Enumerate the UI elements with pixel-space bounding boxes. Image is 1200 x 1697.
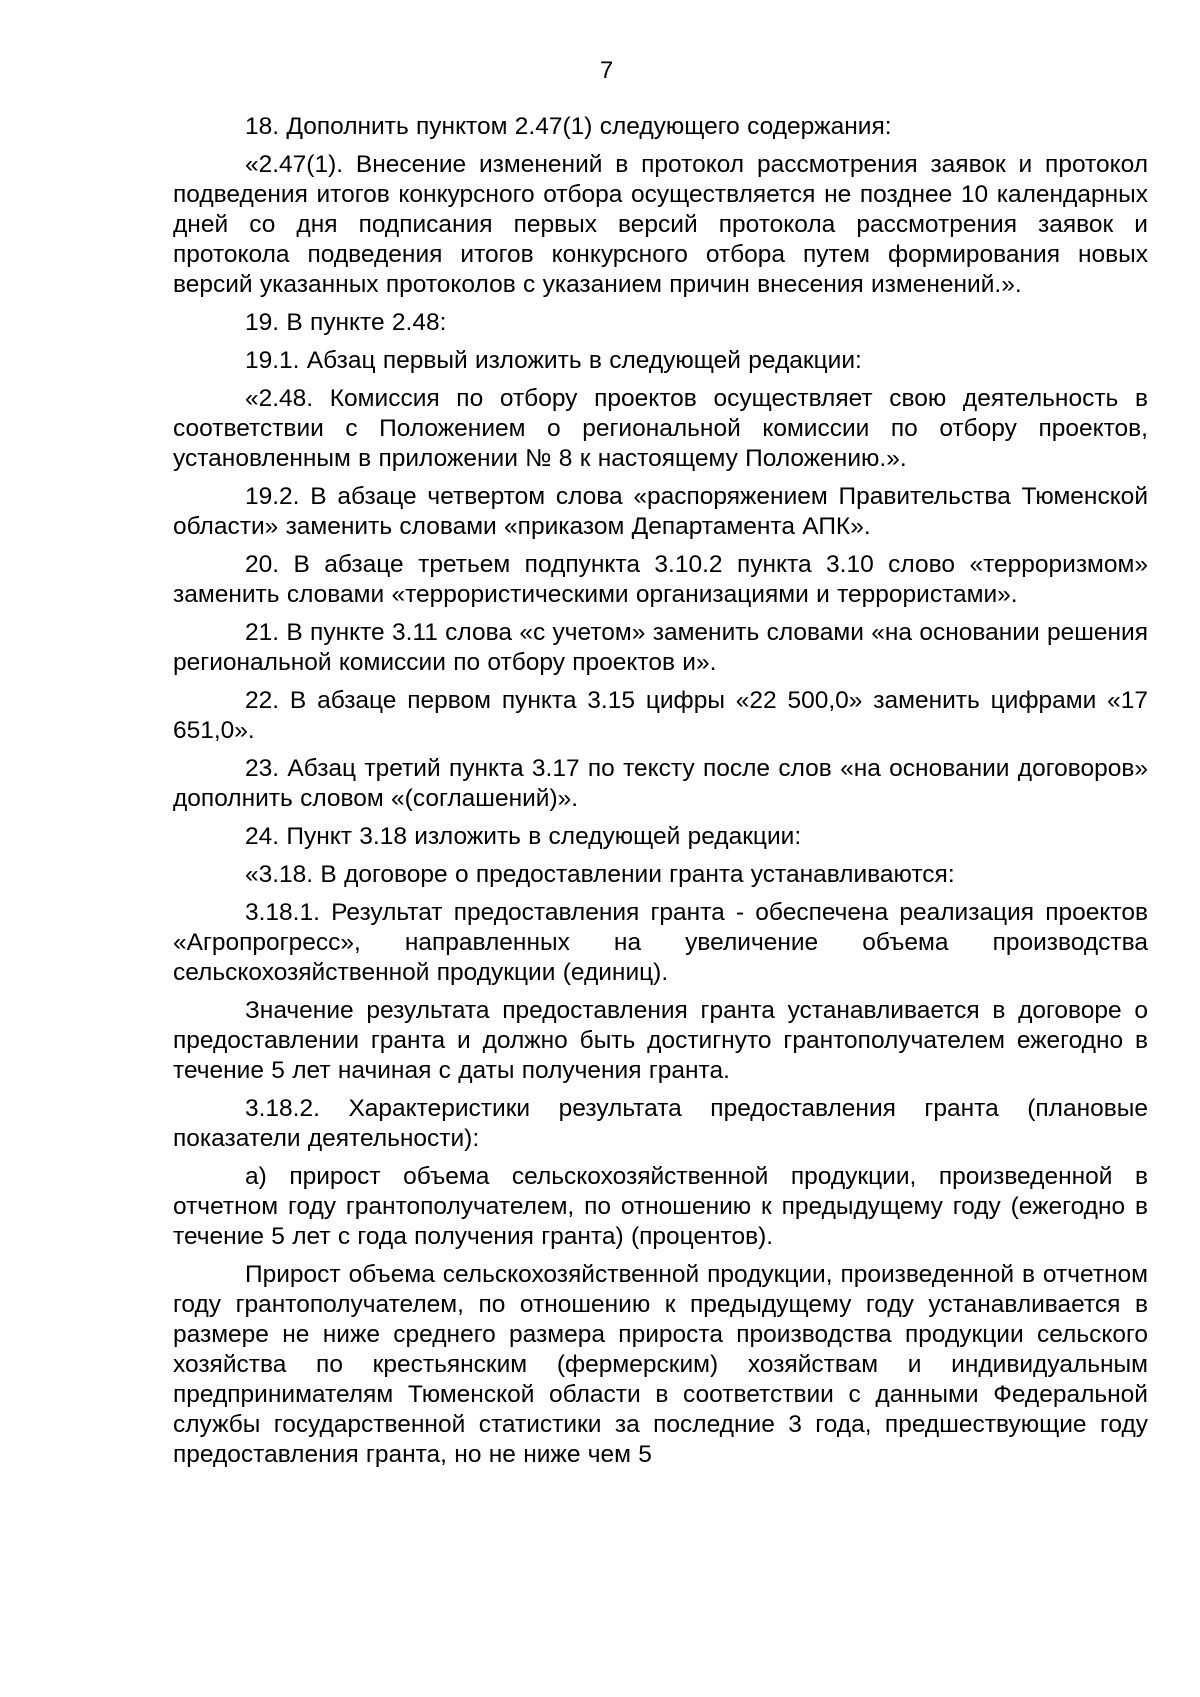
page-number: 7 bbox=[599, 57, 614, 84]
paragraph-item-22: 22. В абзаце первом пункта 3.15 цифры «22 500,0» заменить цифрами «17 651,0». bbox=[173, 687, 1148, 744]
paragraph-item-24: 24. Пункт 3.18 изложить в следующей редакции: bbox=[245, 823, 802, 850]
paragraph-item-19-2: 19.2. В абзаце четвертом слова «распоряжением Правительства Тюменской области» заменить словами «приказом Департамента АПК». bbox=[173, 483, 1148, 540]
paragraph-result-value: Значение результата предоставления гранта устанавливается в договоре о предоставлении гранта и должно быть достигнуто грантополучателем ежегодно в течение 5 лет начиная с даты получения гранта. bbox=[173, 997, 1148, 1084]
paragraph-subitem-a: а) прирост объема сельскохозяйственной продукции, произведенной в отчетном году грантополучателем, по отношению к предыдущему году (ежегодно в течение 5 лет с года получения гранта) (процентов). bbox=[173, 1163, 1148, 1250]
document-body bbox=[173, 112, 1148, 1478]
paragraph-quoted-2-48: «2.48. Комиссия по отбору проектов осуществляет свою деятельность в соответствии с Положением о региональной комиссии по отбору проектов, установленным в приложении № 8 к настоящему Положению.». bbox=[173, 385, 1148, 472]
paragraph-growth-rate: Прирост объема сельскохозяйственной продукции, произведенной в отчетном году грантополучателем, по отношению к предыдущему году устанавливается в размере не ниже среднего размера прироста производства продукции сельского хозяйства по крестьянским (фермерским) хозяйствам и индивидуальным предпринимателям Тюменской области в соответствии с данными Федеральной службы государственной статистики за последние 3 года, предшествующие году предоставления гранта, но не ниже чем 5 bbox=[173, 1261, 1148, 1468]
paragraph-item-19: 19. В пункте 2.48: bbox=[245, 309, 447, 336]
paragraph-item-21: 21. В пункте 3.11 слова «с учетом» заменить словами «на основании решения региональной комиссии по отбору проектов и». bbox=[173, 619, 1148, 676]
paragraph-quoted-2-47-1: «2.47(1). Внесение изменений в протокол рассмотрения заявок и протокол подведения итогов конкурсного отбора осуществляется не позднее 10 календарных дней со дня подписания первых версий протокола рассмотрения заявок и протокола подведения итогов конкурсного отбора путем формирования новых версий указанных протоколов с указанием причин внесения изменений.». bbox=[173, 151, 1148, 298]
paragraph-3-18-2: 3.18.2. Характеристики результата предоставления гранта (плановые показатели деятельности): bbox=[173, 1095, 1148, 1152]
paragraph-item-23: 23. Абзац третий пункта 3.17 по тексту после слов «на основании договоров» дополнить словом «(соглашений)». bbox=[173, 755, 1148, 812]
paragraph-3-18-1: 3.18.1. Результат предоставления гранта - обеспечена реализация проектов «Агропрогресс», направленных на увеличение объема производства сельскохозяйственной продукции (единиц). bbox=[173, 899, 1148, 986]
paragraph-item-20: 20. В абзаце третьем подпункта 3.10.2 пункта 3.10 слово «терроризмом» заменить словами «террористическими организациями и террористами». bbox=[173, 551, 1148, 608]
paragraph-quoted-3-18: «3.18. В договоре о предоставлении гранта устанавливаются: bbox=[245, 861, 955, 888]
paragraph-item-18: 18. Дополнить пунктом 2.47(1) следующего содержания: bbox=[245, 113, 892, 140]
paragraph-item-19-1: 19.1. Абзац первый изложить в следующей редакции: bbox=[245, 347, 862, 374]
